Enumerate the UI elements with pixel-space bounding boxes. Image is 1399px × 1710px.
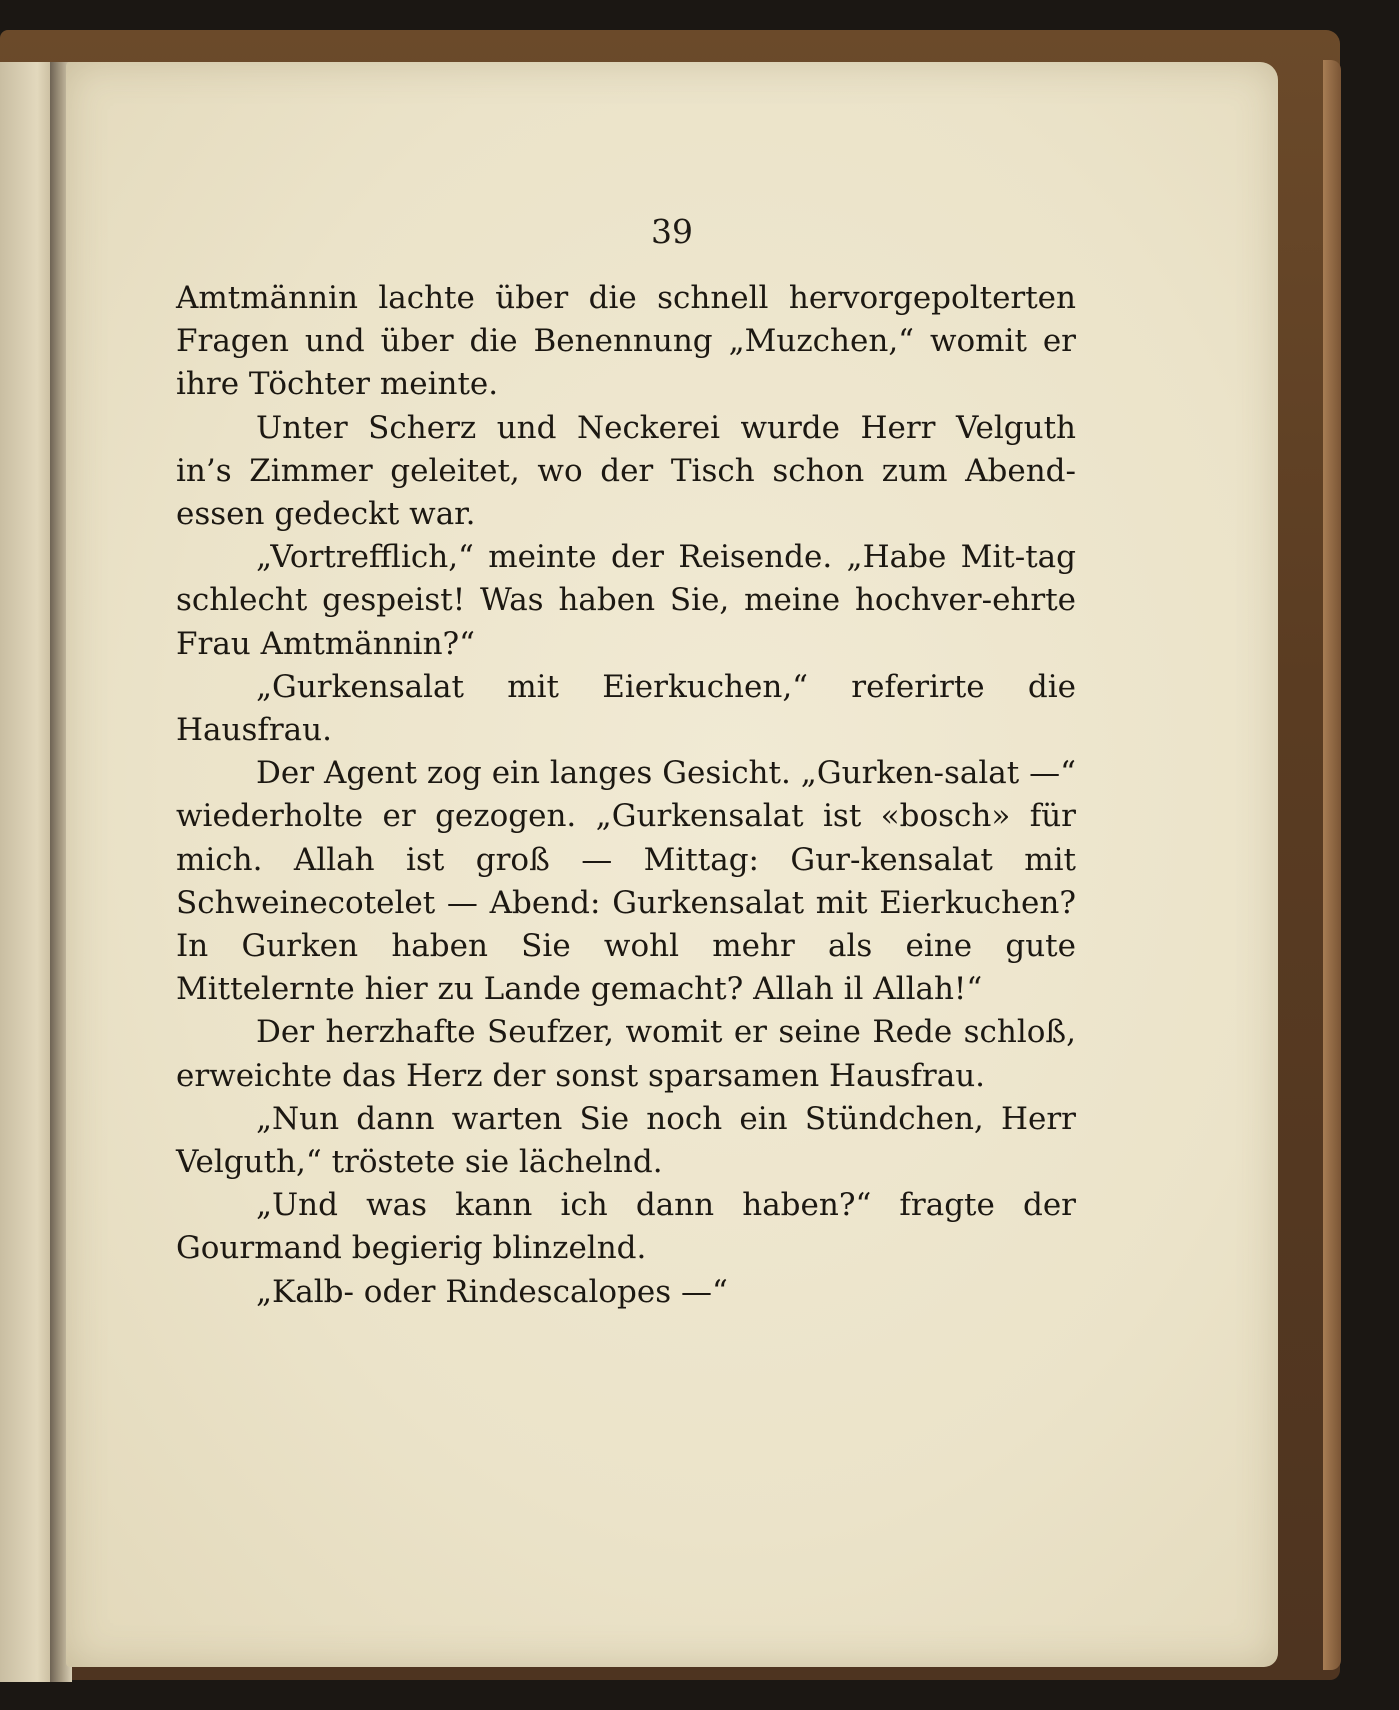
paragraph: „Vortrefflich,“ meinte der Reisende. „Habe Mit-tag schlecht gespeist! Was haben Sie, meine hochver-ehrte Frau Amtmännin?“: [176, 539, 1076, 662]
paragraph: „Nun dann warten Sie noch ein Stündchen, Herr Velguth,“ tröstete sie lächelnd.: [176, 1100, 1076, 1181]
paragraph: Der Agent zog ein langes Gesicht. „Gurken-salat —“ wiederholte er gezogen. „Gurkensalat ist «bosch» für mich. Allah ist groß — Mittag: Gur-kensalat mit Schweinecotelet — Abend: Gurkensalat mit Eierkuchen? In Gurken haben Sie wohl mehr als eine gute Mittelernte hier zu Lande gemacht? Allah il Allah!“: [176, 755, 1076, 1008]
page-number: 39: [651, 212, 693, 251]
paragraph: „Gurkensalat mit Eierkuchen,“ referirte die Hausfrau.: [176, 668, 1076, 749]
page-text: [176, 277, 1076, 1314]
paragraph: Amtmännin lachte über die schnell hervorgepolterten Fragen und über die Benennung „Muzchen,“ womit er ihre Töchter meinte.: [176, 280, 1076, 403]
paragraph: Unter Scherz und Neckerei wurde Herr Velguth in’s Zimmer geleitet, wo der Tisch schon zum Abend-essen gedeckt war.: [176, 409, 1076, 533]
book-page: [66, 62, 1278, 1667]
paragraph: Der herzhafte Seufzer, womit er seine Rede schloß, erweichte das Herz der sonst sparsamen Hausfrau.: [176, 1014, 1076, 1094]
cover-edge: [1323, 60, 1341, 1670]
paragraph: „Und was kann ich dann haben?“ fragte der Gourmand begierig blinzelnd.: [176, 1187, 1076, 1267]
paragraph: „Kalb- oder Rindescalopes —“: [256, 1273, 728, 1310]
